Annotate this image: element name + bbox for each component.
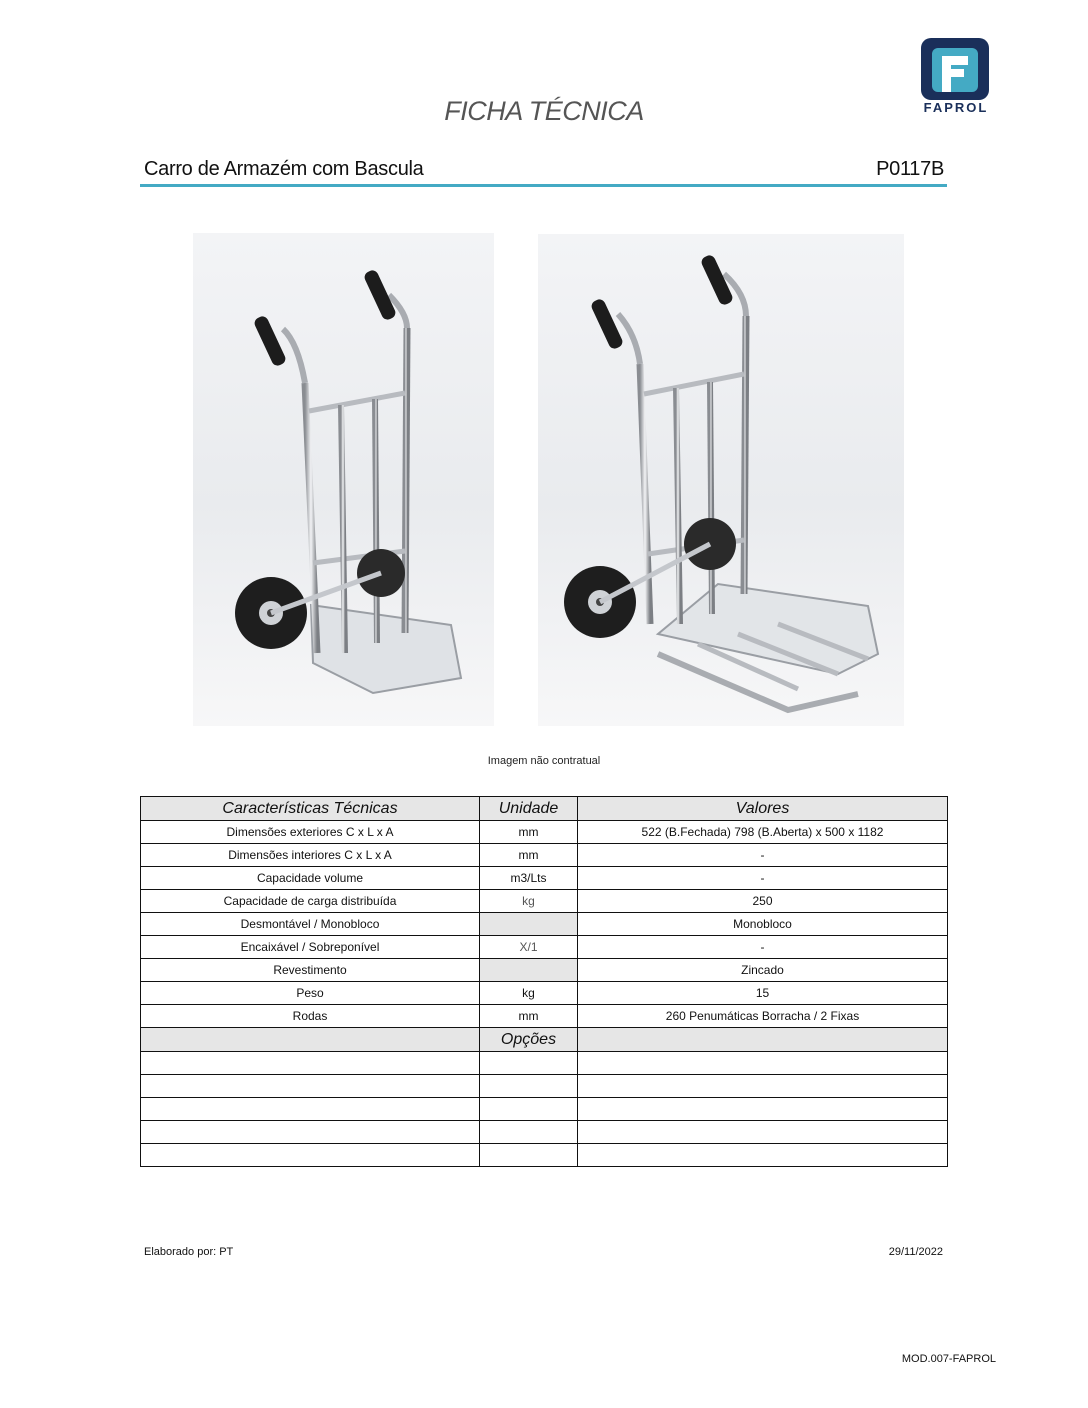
empty-cell [480,1098,578,1121]
row-unit: m3/Lts [480,867,578,890]
empty-cell [578,1144,948,1167]
empty-cell [578,1052,948,1075]
row-label: Dimensões interiores C x L x A [141,844,480,867]
empty-cell [480,1075,578,1098]
options-row [141,1098,948,1121]
product-photo-closed [193,233,494,726]
header-characteristics: Características Técnicas [141,797,480,821]
options-header-left [141,1028,480,1052]
row-value: - [578,844,948,867]
table-row [141,936,948,959]
table-header-row [141,797,948,821]
options-header: Opções [480,1028,578,1052]
row-value: - [578,867,948,890]
row-unit: mm [480,821,578,844]
row-unit: X/1 [480,936,578,959]
document-title: FICHA TÉCNICA [444,96,644,126]
image-caption: Imagem não contratual [487,755,601,767]
table-row [141,913,948,936]
empty-cell [480,1052,578,1075]
row-value: Zincado [578,959,948,982]
empty-cell [578,1098,948,1121]
brand-name: FAPROL [923,100,989,115]
row-label: Encaixável / Sobreponível [141,936,480,959]
row-unit [480,913,578,936]
empty-cell [141,1121,480,1144]
row-label: Capacidade de carga distribuída [141,890,480,913]
footer-date: 29/11/2022 [888,1246,943,1258]
empty-cell [578,1075,948,1098]
row-unit: mm [480,844,578,867]
table-row [141,867,948,890]
footer-model-code: MOD.007-FAPROL [901,1353,996,1365]
product-code: P0117B [876,158,944,180]
options-row [141,1144,948,1167]
row-value: 250 [578,890,948,913]
row-value: 522 (B.Fechada) 798 (B.Aberta) x 500 x 1182 [578,821,948,844]
row-unit [480,959,578,982]
table-row [141,821,948,844]
row-label: Desmontável / Monobloco [141,913,480,936]
product-photo-open [538,234,904,726]
footer-author: Elaborado por: PT [144,1246,234,1258]
table-row [141,1005,948,1028]
row-label: Dimensões exteriores C x L x A [141,821,480,844]
options-header-right [578,1028,948,1052]
header-values: Valores [578,797,948,821]
row-value: 260 Penumáticas Borracha / 2 Fixas [578,1005,948,1028]
row-label: Capacidade volume [141,867,480,890]
spec-table [140,796,948,1167]
title-underline [140,184,947,187]
row-value: - [578,936,948,959]
options-row [141,1075,948,1098]
row-unit: mm [480,1005,578,1028]
row-value: Monobloco [578,913,948,936]
options-row [141,1052,948,1075]
row-label: Revestimento [141,959,480,982]
table-row [141,959,948,982]
empty-cell [480,1121,578,1144]
row-unit: kg [480,890,578,913]
options-header-row [141,1028,948,1052]
row-value: 15 [578,982,948,1005]
options-row [141,1121,948,1144]
table-row [141,982,948,1005]
empty-cell [141,1075,480,1098]
table-row [141,844,948,867]
row-unit: kg [480,982,578,1005]
empty-cell [141,1098,480,1121]
empty-cell [578,1121,948,1144]
empty-cell [141,1052,480,1075]
table-row [141,890,948,913]
row-label: Peso [141,982,480,1005]
product-name: Carro de Armazém com Bascula [144,158,424,180]
header-unit: Unidade [480,797,578,821]
empty-cell [141,1144,480,1167]
row-label: Rodas [141,1005,480,1028]
empty-cell [480,1144,578,1167]
